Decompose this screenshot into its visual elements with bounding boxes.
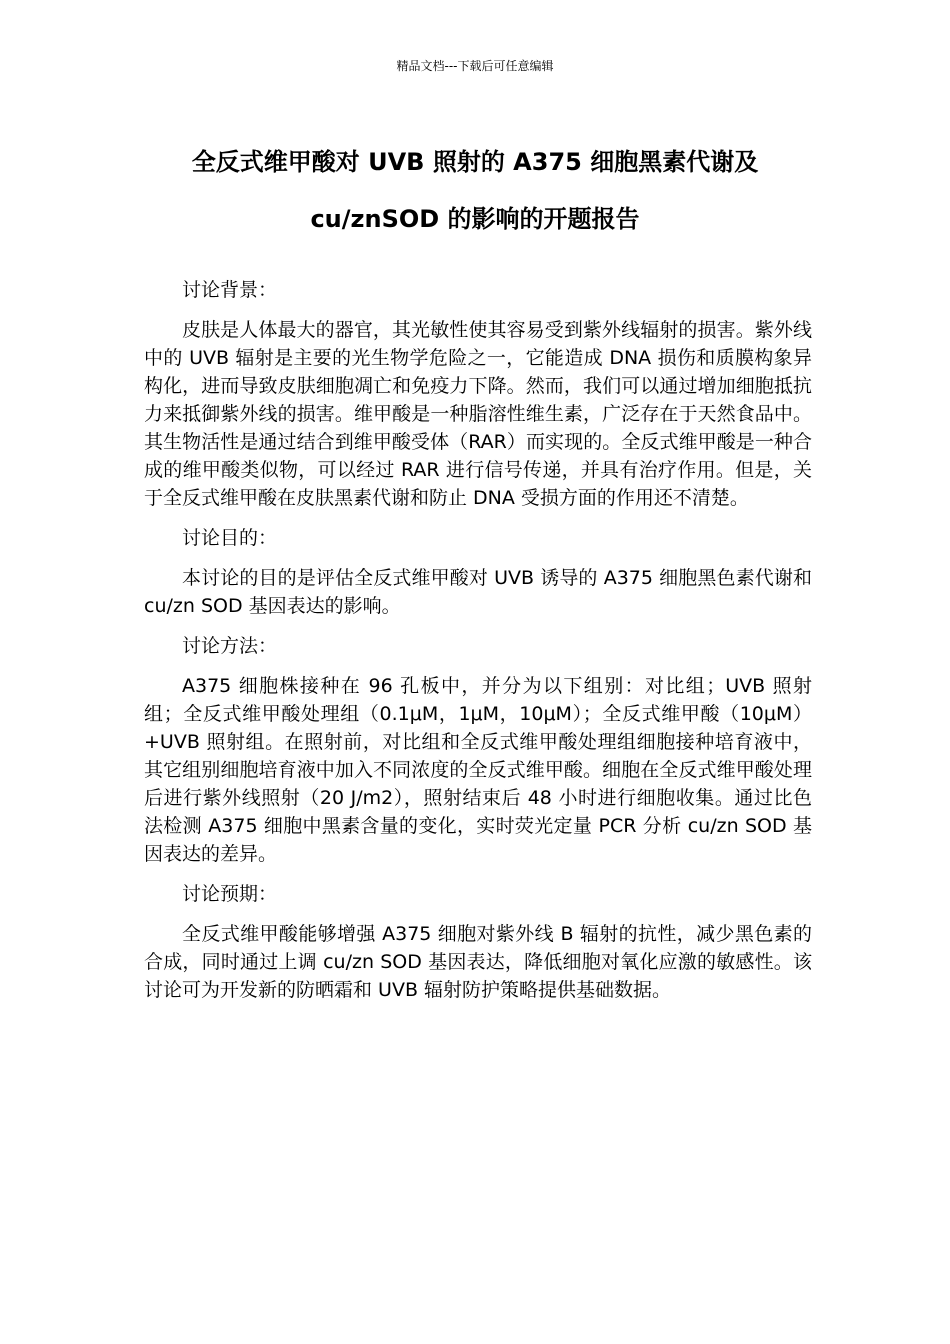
background-heading: 讨论背景： [182, 279, 278, 301]
expectation-heading: 讨论预期： [182, 883, 278, 905]
purpose-heading: 讨论目的： [182, 527, 278, 549]
expectation-paragraph: 全反式维甲酸能够增强 A375 细胞对紫外线 B 辐射的抗性，减少黑色素的合成，同时通过上调 cu/zn SOD 基因表达，降低细胞对氧化应激的敏感性。该讨论可为开发新的防晒霜和 UVB 辐射防护策略提供基础数据。 [144, 923, 812, 1001]
document-body [144, 276, 812, 1016]
purpose-paragraph: 本讨论的目的是评估全反式维甲酸对 UVB 诱导的 A375 细胞黑色素代谢和 cu/zn SOD 基因表达的影响。 [144, 567, 812, 617]
header-note: 精品文档---下载后可任意编辑 [396, 59, 554, 73]
methods-paragraph: A375 细胞株接种在 96 孔板中，并分为以下组别：对比组；UVB 照射组；全反式维甲酸处理组（0.1μM，1μM，10μM）；全反式维甲酸（10μM）+UVB 照射组。在照射前，对比组和全反式维甲酸处理组细胞接种培育液中，其它组别细胞培育液中加入不同浓度的全反式维甲酸。细胞在全反式维甲酸处理后进行紫外线照射（20 J/m2），照射结束后 48 小时进行细胞收集。通过比色法检测 A375 细胞中黑素含量的变化，实时荧光定量 PCR 分析 cu/zn SOD 基因表达的差异。 [144, 675, 812, 865]
background-paragraph: 皮肤是人体最大的器官，其光敏性使其容易受到紫外线辐射的损害。紫外线中的 UVB 辐射是主要的光生物学危险之一，它能造成 DNA 损伤和质膜构象异构化，进而导致皮肤细胞凋亡和免疫力下降。然而，我们可以通过增加细胞抵抗力来抵御紫外线的损害。维甲酸是一种脂溶性维生素，广泛存在于天然食品中。其生物活性是通过结合到维甲酸受体（RAR）而实现的。全反式维甲酸是一种合成的维甲酸类似物，可以经过 RAR 进行信号传递，并具有治疗作用。但是，关于全反式维甲酸在皮肤黑素代谢和防止 DNA 受损方面的作用还不清楚。 [144, 319, 812, 509]
document-title [100, 134, 850, 248]
methods-heading: 讨论方法： [182, 635, 278, 657]
title-line-2: cu/znSOD 的影响的开题报告 [310, 205, 640, 233]
title-line-1: 全反式维甲酸对 UVB 照射的 A375 细胞黑素代谢及 [191, 148, 759, 176]
